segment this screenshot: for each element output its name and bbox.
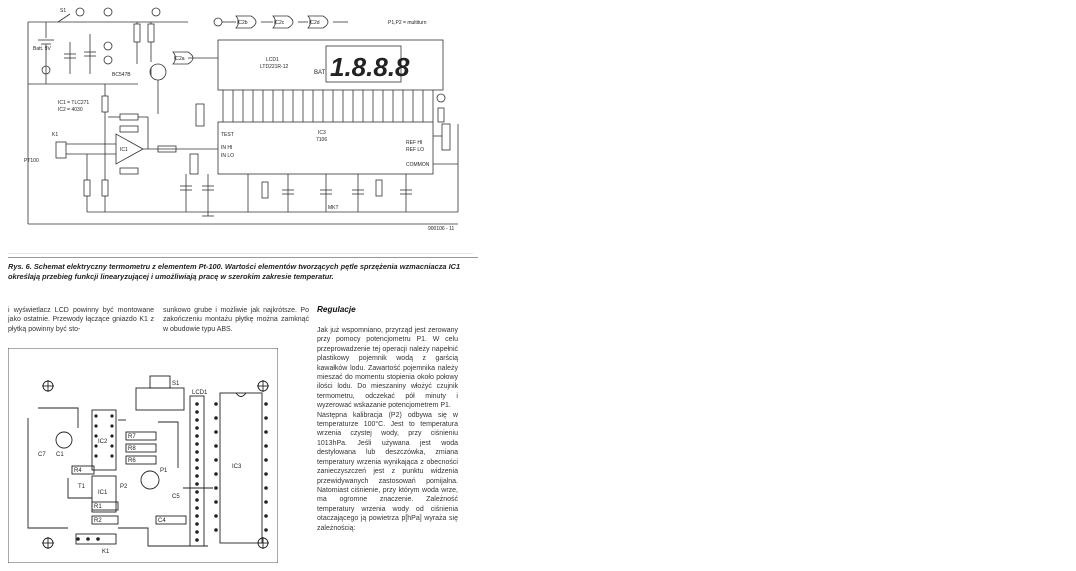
ic1-part-note: IC1 = TLC271 (58, 100, 90, 106)
connector-k1-label: K1 (52, 132, 59, 138)
multiturn-note: P1,P2 = multiturn (388, 20, 427, 26)
pcb-p1-label: P1 (160, 468, 168, 474)
ic3-name-label: IC3 (318, 130, 326, 136)
pcb-c1-label: C1 (56, 452, 64, 458)
pcb-ic2-label: IC2 (98, 439, 108, 445)
pcb-r4-label: R4 (74, 468, 82, 474)
figure-divider (8, 257, 478, 258)
pcb-c4-label: C4 (158, 518, 166, 524)
ref-lo-pin-label: REF LO (406, 147, 425, 153)
pcb-p2-label: P2 (120, 484, 128, 490)
pcb-c5-label: C5 (172, 494, 180, 500)
pcb-r7-label: R7 (128, 434, 136, 440)
pcb-ic1-label: IC1 (98, 490, 108, 496)
opamp-ic1-label: IC1 (120, 147, 128, 153)
text-column-2: sunkowo grube i możliwie jak najkrótsze. Po zakończeniu montażu płytkę można zamknąć w obudowie typu ABS. (163, 307, 309, 333)
paragraph: Jak już wspomniano, przyrząd jest zerowany przy pomocy potencjometru P1. W celu przeprowadzenie tej operacji należy napełnić plastikowy pojemnik wodą z garścią kawałków lodu. Zawartość pojemnika należy mieszać do momentu stopienia około połowy ilości lodu. Do mieszaniny włożyć czujnik termometru, odczekać pół minuty i wyzerować wskazanie potencjometrem P1. (317, 327, 458, 410)
pcb-r6-label: R6 (128, 458, 136, 464)
text-column-1: i wyświetlacz LCD powinny być montowane jako ostatnie. Przewody łączące gniazdo K1 z płytką powinny być sto- (8, 307, 154, 333)
pcb-t1-label: T1 (78, 484, 86, 490)
lcd-display-digits: 1.8.8.8 (330, 52, 410, 82)
lcd-name-label: LCD1 (266, 57, 279, 63)
switch-s1-label: S1 (60, 8, 67, 14)
in-hi-pin-label: IN HI (221, 145, 233, 151)
ref-hi-pin-label: REF HI (406, 140, 423, 146)
in-lo-pin-label: IN LO (221, 153, 235, 159)
pcb-c7-label: C7 (38, 452, 46, 458)
empty-background-area (485, 0, 1076, 571)
document-page (0, 0, 485, 571)
pcb-layout-figure (8, 348, 278, 563)
schematic-doc-number: 900106 - 11 (428, 226, 455, 232)
text-column-3 (317, 326, 458, 533)
ic3-part-label: 7106 (316, 137, 328, 143)
paragraph: Następna kalibracja (P2) odbywa się w temperaturze 100°C. Jest to temperatura wrzenia czystej wody, przy ciśnieniu 1013hPa. Jeśli używana jest woda destylowana lub deszczówka, zmiana temperatury wrzenia wynikająca z obecności zanieczyszczeń jest z punktu widzenia przewidywanych zastosowań pomijalna. Natomiast ciśnienie, przy którym woda wrze, ma ogromne znaczenie. Zależność temperatury wrzenia wody od ciśnienia otaczającego ją powietrza p[hPa] wyraża się zależnością: (317, 411, 458, 532)
pcb-r2-label: R2 (94, 518, 102, 524)
mkt-label: MKT (328, 205, 339, 211)
test-pin-label: TEST (221, 132, 234, 138)
lcd-bat-label: BAT (314, 70, 326, 76)
gate-ic2c-label: IC2c (274, 20, 285, 26)
pcb-r1-label: R1 (94, 504, 102, 510)
battery-label: Batt. 9V (33, 46, 51, 52)
gate-ic2a-label: IC2a (174, 56, 185, 62)
pcb-r8-label: R8 (128, 446, 136, 452)
lcd-part-label: LTD221R-12 (260, 64, 289, 70)
gate-ic2d-label: IC2d (309, 20, 320, 26)
ic2-part-note: IC2 = 4030 (58, 107, 83, 113)
pcb-s1-label: S1 (172, 381, 180, 387)
transistor-label: BC547B (112, 72, 131, 78)
figure-caption: Rys. 6. Schemat elektryczny termometru z elementem Pt-100. Wartości elementów tworzących pętle sprzężenia wzmacniacza IC1 określają przebieg funkcji linearyzującej i umożliwiają pracę w szerokim zakresie temperatur. (8, 262, 461, 281)
common-pin-label: COMMON (406, 162, 430, 168)
gate-ic2b-label: IC2b (237, 20, 248, 26)
circuit-schematic-figure (8, 4, 473, 254)
section-heading: Regulacje (317, 305, 356, 314)
pcb-lcd1-label: LCD1 (192, 390, 208, 396)
pt100-label: PT100 (24, 158, 39, 164)
pcb-ic3-label: IC3 (232, 464, 242, 470)
pcb-k1-label: K1 (102, 549, 110, 555)
